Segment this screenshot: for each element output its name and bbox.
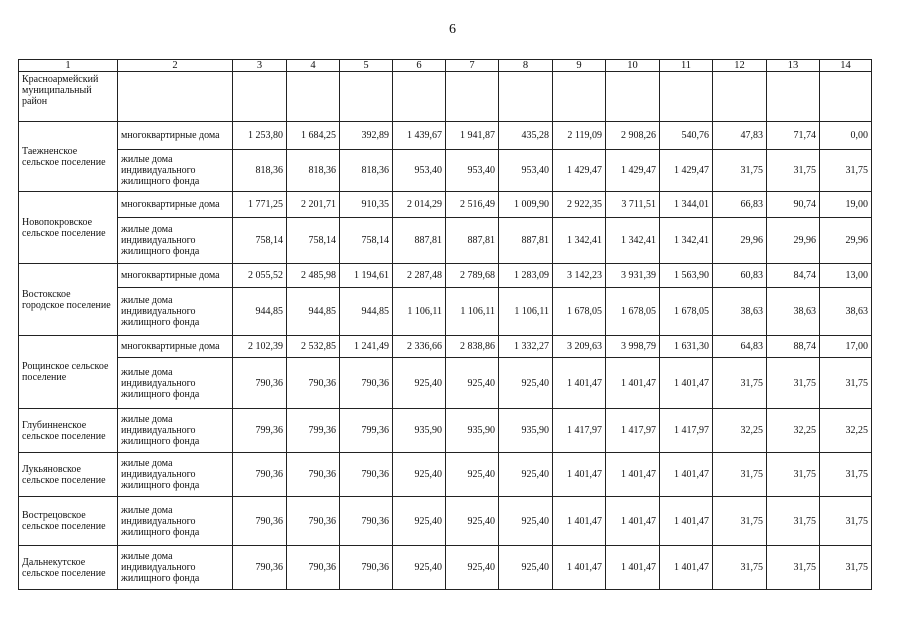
table-row bbox=[19, 358, 872, 409]
settlement-name: Дальнекутское сельское поселение bbox=[19, 546, 118, 590]
value-cell: 1 417,97 bbox=[660, 409, 713, 453]
value-cell: 84,74 bbox=[767, 264, 820, 288]
value-cell: 31,75 bbox=[713, 150, 767, 192]
value-cell: 31,75 bbox=[767, 150, 820, 192]
value-cell: 887,81 bbox=[393, 218, 446, 264]
housing-type: многоквартирные дома bbox=[118, 192, 233, 218]
value-cell: 887,81 bbox=[499, 218, 553, 264]
value-cell: 38,63 bbox=[820, 288, 872, 336]
value-cell: 32,25 bbox=[713, 409, 767, 453]
settlement-name: Новопокровское сельское поселение bbox=[19, 192, 118, 264]
value-cell: 1 439,67 bbox=[393, 122, 446, 150]
table-row bbox=[19, 122, 872, 150]
value-cell: 435,28 bbox=[499, 122, 553, 150]
value-cell: 1 401,47 bbox=[660, 358, 713, 409]
district-row bbox=[19, 72, 872, 122]
column-number-12: 12 bbox=[713, 60, 767, 72]
value-cell: 31,75 bbox=[713, 497, 767, 546]
value-cell: 3 711,51 bbox=[606, 192, 660, 218]
value-cell: 3 998,79 bbox=[606, 336, 660, 358]
value-cell: 758,14 bbox=[287, 218, 340, 264]
table-row bbox=[19, 497, 872, 546]
value-cell: 944,85 bbox=[340, 288, 393, 336]
value-cell: 2 287,48 bbox=[393, 264, 446, 288]
value-cell: 790,36 bbox=[287, 358, 340, 409]
value-cell: 29,96 bbox=[767, 218, 820, 264]
column-number-1: 1 bbox=[19, 60, 118, 72]
value-cell: 758,14 bbox=[340, 218, 393, 264]
settlement-name: Таежненское сельское поселение bbox=[19, 122, 118, 192]
value-cell: 1 401,47 bbox=[606, 358, 660, 409]
value-cell: 0,00 bbox=[820, 122, 872, 150]
value-cell: 31,75 bbox=[820, 150, 872, 192]
value-cell: 925,40 bbox=[446, 546, 499, 590]
value-cell: 799,36 bbox=[340, 409, 393, 453]
value-cell: 1 106,11 bbox=[446, 288, 499, 336]
value-cell: 1 941,87 bbox=[446, 122, 499, 150]
value-cell: 1 678,05 bbox=[553, 288, 606, 336]
settlement-name: Рощинское сельское поселение bbox=[19, 336, 118, 409]
value-cell: 1 106,11 bbox=[499, 288, 553, 336]
value-cell: 790,36 bbox=[233, 453, 287, 497]
value-cell: 540,76 bbox=[660, 122, 713, 150]
tariff-table bbox=[18, 59, 872, 590]
value-cell: 1 194,61 bbox=[340, 264, 393, 288]
table-row bbox=[19, 546, 872, 590]
value-cell: 2 922,35 bbox=[553, 192, 606, 218]
housing-type: жилые дома индивидуального жилищного фонда bbox=[118, 150, 233, 192]
value-cell: 31,75 bbox=[767, 546, 820, 590]
housing-type: многоквартирные дома bbox=[118, 122, 233, 150]
value-cell: 2 201,71 bbox=[287, 192, 340, 218]
column-number-3: 3 bbox=[233, 60, 287, 72]
value-cell: 392,89 bbox=[340, 122, 393, 150]
value-cell: 2 119,09 bbox=[553, 122, 606, 150]
value-cell: 925,40 bbox=[499, 497, 553, 546]
value-cell: 818,36 bbox=[233, 150, 287, 192]
value-cell: 31,75 bbox=[820, 358, 872, 409]
value-cell: 3 209,63 bbox=[553, 336, 606, 358]
value-cell: 1 684,25 bbox=[287, 122, 340, 150]
value-cell: 790,36 bbox=[287, 453, 340, 497]
value-cell: 1 417,97 bbox=[606, 409, 660, 453]
housing-type: жилые дома индивидуального жилищного фонда bbox=[118, 218, 233, 264]
value-cell: 1 401,47 bbox=[606, 497, 660, 546]
value-cell: 910,35 bbox=[340, 192, 393, 218]
column-number-7: 7 bbox=[446, 60, 499, 72]
column-number-8: 8 bbox=[499, 60, 553, 72]
value-cell: 2 789,68 bbox=[446, 264, 499, 288]
value-cell: 29,96 bbox=[713, 218, 767, 264]
settlement-name: Лукьяновское сельское поселение bbox=[19, 453, 118, 497]
value-cell: 925,40 bbox=[446, 497, 499, 546]
column-number-2: 2 bbox=[118, 60, 233, 72]
table-row bbox=[19, 453, 872, 497]
value-cell: 31,75 bbox=[820, 497, 872, 546]
value-cell: 1 417,97 bbox=[553, 409, 606, 453]
value-cell: 925,40 bbox=[446, 453, 499, 497]
value-cell: 31,75 bbox=[767, 497, 820, 546]
value-cell: 1 401,47 bbox=[606, 546, 660, 590]
value-cell: 887,81 bbox=[446, 218, 499, 264]
value-cell: 925,40 bbox=[499, 453, 553, 497]
value-cell: 758,14 bbox=[233, 218, 287, 264]
value-cell: 1 332,27 bbox=[499, 336, 553, 358]
value-cell: 13,00 bbox=[820, 264, 872, 288]
value-cell: 1 401,47 bbox=[660, 546, 713, 590]
value-cell: 90,74 bbox=[767, 192, 820, 218]
column-number-13: 13 bbox=[767, 60, 820, 72]
value-cell: 2 055,52 bbox=[233, 264, 287, 288]
column-number-14: 14 bbox=[820, 60, 872, 72]
value-cell: 47,83 bbox=[713, 122, 767, 150]
settlement-name: Глубинненское сельское поселение bbox=[19, 409, 118, 453]
settlement-name: Востокское городское поселение bbox=[19, 264, 118, 336]
housing-type: жилые дома индивидуального жилищного фонда bbox=[118, 409, 233, 453]
value-cell: 1 241,49 bbox=[340, 336, 393, 358]
value-cell: 944,85 bbox=[233, 288, 287, 336]
table-row bbox=[19, 218, 872, 264]
value-cell: 2 336,66 bbox=[393, 336, 446, 358]
column-number-5: 5 bbox=[340, 60, 393, 72]
value-cell: 1 678,05 bbox=[660, 288, 713, 336]
value-cell: 1 401,47 bbox=[606, 453, 660, 497]
value-cell: 1 429,47 bbox=[606, 150, 660, 192]
value-cell: 818,36 bbox=[287, 150, 340, 192]
value-cell: 925,40 bbox=[393, 453, 446, 497]
value-cell: 818,36 bbox=[340, 150, 393, 192]
value-cell: 1 563,90 bbox=[660, 264, 713, 288]
value-cell: 2 532,85 bbox=[287, 336, 340, 358]
table-row bbox=[19, 150, 872, 192]
value-cell: 1 344,01 bbox=[660, 192, 713, 218]
value-cell: 1 401,47 bbox=[553, 453, 606, 497]
value-cell: 790,36 bbox=[233, 497, 287, 546]
value-cell: 1 678,05 bbox=[606, 288, 660, 336]
value-cell: 31,75 bbox=[713, 358, 767, 409]
value-cell: 935,90 bbox=[499, 409, 553, 453]
column-number-9: 9 bbox=[553, 60, 606, 72]
column-number-4: 4 bbox=[287, 60, 340, 72]
housing-type: жилые дома индивидуального жилищного фонда bbox=[118, 497, 233, 546]
value-cell: 935,90 bbox=[446, 409, 499, 453]
value-cell: 790,36 bbox=[340, 453, 393, 497]
value-cell: 925,40 bbox=[393, 497, 446, 546]
value-cell: 1 401,47 bbox=[660, 497, 713, 546]
value-cell: 1 429,47 bbox=[660, 150, 713, 192]
value-cell: 2 516,49 bbox=[446, 192, 499, 218]
value-cell: 925,40 bbox=[393, 358, 446, 409]
housing-type: многоквартирные дома bbox=[118, 336, 233, 358]
value-cell: 790,36 bbox=[340, 546, 393, 590]
value-cell: 1 253,80 bbox=[233, 122, 287, 150]
page-number: 6 bbox=[449, 22, 456, 37]
value-cell: 799,36 bbox=[287, 409, 340, 453]
housing-type: жилые дома индивидуального жилищного фонда bbox=[118, 546, 233, 590]
value-cell: 953,40 bbox=[393, 150, 446, 192]
value-cell: 1 401,47 bbox=[553, 546, 606, 590]
value-cell: 31,75 bbox=[820, 453, 872, 497]
value-cell: 1 106,11 bbox=[393, 288, 446, 336]
value-cell: 2 102,39 bbox=[233, 336, 287, 358]
value-cell: 88,74 bbox=[767, 336, 820, 358]
value-cell: 66,83 bbox=[713, 192, 767, 218]
value-cell: 1 342,41 bbox=[553, 218, 606, 264]
value-cell: 1 009,90 bbox=[499, 192, 553, 218]
value-cell: 925,40 bbox=[499, 546, 553, 590]
value-cell: 790,36 bbox=[287, 497, 340, 546]
value-cell: 2 485,98 bbox=[287, 264, 340, 288]
value-cell: 1 401,47 bbox=[660, 453, 713, 497]
value-cell: 1 771,25 bbox=[233, 192, 287, 218]
value-cell: 2 014,29 bbox=[393, 192, 446, 218]
value-cell: 925,40 bbox=[499, 358, 553, 409]
value-cell: 31,75 bbox=[820, 546, 872, 590]
value-cell: 925,40 bbox=[446, 358, 499, 409]
value-cell: 32,25 bbox=[767, 409, 820, 453]
value-cell: 31,75 bbox=[713, 453, 767, 497]
value-cell: 953,40 bbox=[499, 150, 553, 192]
value-cell: 790,36 bbox=[287, 546, 340, 590]
housing-type: многоквартирные дома bbox=[118, 264, 233, 288]
column-number-11: 11 bbox=[660, 60, 713, 72]
housing-type: жилые дома индивидуального жилищного фонда bbox=[118, 358, 233, 409]
value-cell: 71,74 bbox=[767, 122, 820, 150]
value-cell: 2 908,26 bbox=[606, 122, 660, 150]
table-row bbox=[19, 336, 872, 358]
value-cell: 31,75 bbox=[767, 358, 820, 409]
value-cell: 64,83 bbox=[713, 336, 767, 358]
value-cell: 31,75 bbox=[767, 453, 820, 497]
value-cell: 790,36 bbox=[340, 358, 393, 409]
district-name: Красноармейский муниципальный район bbox=[19, 72, 118, 122]
value-cell: 38,63 bbox=[767, 288, 820, 336]
column-number-6: 6 bbox=[393, 60, 446, 72]
value-cell: 60,83 bbox=[713, 264, 767, 288]
value-cell: 925,40 bbox=[393, 546, 446, 590]
table-row bbox=[19, 264, 872, 288]
value-cell: 2 838,86 bbox=[446, 336, 499, 358]
value-cell: 1 342,41 bbox=[660, 218, 713, 264]
housing-type: жилые дома индивидуального жилищного фонда bbox=[118, 288, 233, 336]
value-cell: 1 401,47 bbox=[553, 497, 606, 546]
value-cell: 1 429,47 bbox=[553, 150, 606, 192]
value-cell: 38,63 bbox=[713, 288, 767, 336]
value-cell: 1 401,47 bbox=[553, 358, 606, 409]
table-row bbox=[19, 288, 872, 336]
value-cell: 19,00 bbox=[820, 192, 872, 218]
table-row bbox=[19, 192, 872, 218]
value-cell: 953,40 bbox=[446, 150, 499, 192]
settlement-name: Вострецовское сельское поселение bbox=[19, 497, 118, 546]
value-cell: 17,00 bbox=[820, 336, 872, 358]
housing-type: жилые дома индивидуального жилищного фонда bbox=[118, 453, 233, 497]
value-cell: 790,36 bbox=[340, 497, 393, 546]
value-cell: 3 931,39 bbox=[606, 264, 660, 288]
value-cell: 1 283,09 bbox=[499, 264, 553, 288]
value-cell: 1 631,30 bbox=[660, 336, 713, 358]
table-row bbox=[19, 409, 872, 453]
value-cell: 3 142,23 bbox=[553, 264, 606, 288]
value-cell: 799,36 bbox=[233, 409, 287, 453]
value-cell: 31,75 bbox=[713, 546, 767, 590]
value-cell: 944,85 bbox=[287, 288, 340, 336]
value-cell: 1 342,41 bbox=[606, 218, 660, 264]
column-number-row bbox=[19, 60, 872, 72]
value-cell: 32,25 bbox=[820, 409, 872, 453]
value-cell: 790,36 bbox=[233, 358, 287, 409]
value-cell: 29,96 bbox=[820, 218, 872, 264]
value-cell: 790,36 bbox=[233, 546, 287, 590]
value-cell: 935,90 bbox=[393, 409, 446, 453]
column-number-10: 10 bbox=[606, 60, 660, 72]
